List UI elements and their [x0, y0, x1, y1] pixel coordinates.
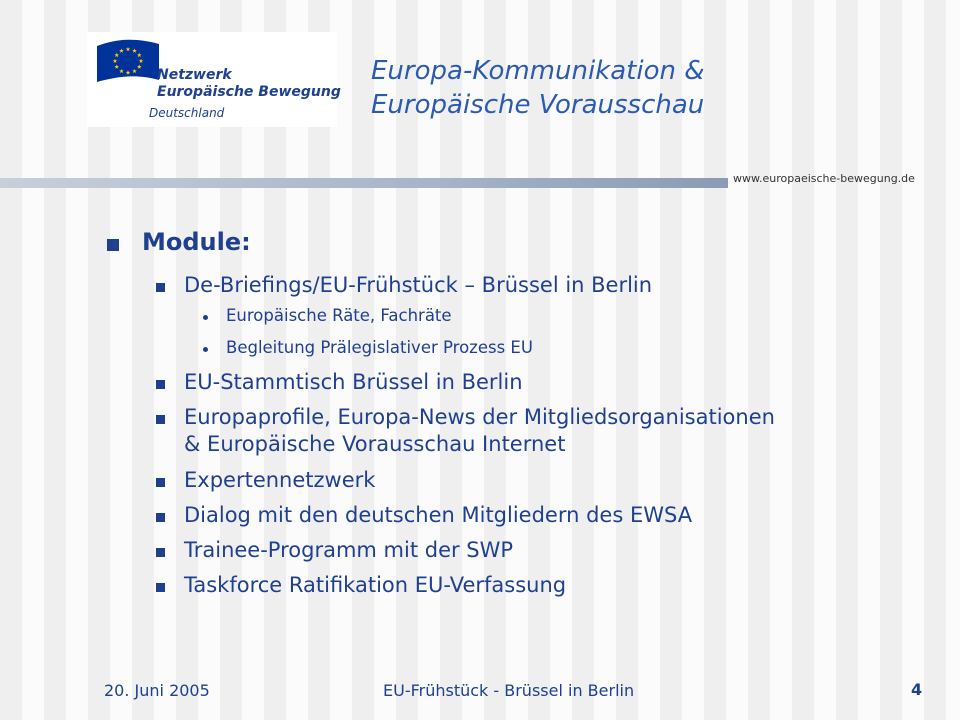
sub-list-item: Europäische Räte, Fachräte [226, 306, 452, 325]
square-bullet-icon [156, 478, 165, 487]
logo-text-movement: Europäische Bewegung [157, 84, 341, 100]
logo-text-network: Netzwerk [157, 67, 232, 83]
square-bullet-icon [156, 513, 165, 522]
square-bullet-icon [156, 583, 165, 592]
square-bullet-icon [107, 239, 119, 251]
list-item: Taskforce Ratifikation EU-Verfassung [184, 573, 567, 597]
list-item-continuation: & Europäische Vorausschau Internet [184, 432, 566, 456]
page-number: 4 [911, 680, 923, 699]
dot-bullet-icon [203, 315, 208, 320]
organization-logo [87, 32, 341, 127]
footer-event: EU-Frühstück - Brüssel in Berlin [383, 681, 635, 700]
square-bullet-icon [156, 380, 165, 389]
slide-title-line2: Europäische Vorausschau [371, 90, 705, 120]
list-item: Europaprofile, Europa-News der Mitgliedsorganisationen [184, 405, 775, 429]
square-bullet-icon [156, 548, 165, 557]
list-item: De-Briefings/EU-Frühstück – Brüssel in Berlin [184, 273, 653, 297]
footer-date: 20. Juni 2005 [104, 681, 210, 700]
header-divider [0, 178, 728, 188]
list-item: Dialog mit den deutschen Mitgliedern des EWSA [184, 503, 693, 527]
slide-title [371, 54, 931, 122]
list-item: Trainee-Programm mit der SWP [184, 538, 514, 562]
slide-title-line1: Europa-Kommunikation & [371, 56, 705, 86]
dot-bullet-icon [203, 347, 208, 352]
square-bullet-icon [156, 415, 165, 424]
list-item: EU-Stammtisch Brüssel in Berlin [184, 370, 523, 394]
square-bullet-icon [156, 283, 165, 292]
list-item: Expertennetzwerk [184, 468, 376, 492]
content-heading: Module: [142, 228, 251, 256]
eu-flag-icon [93, 36, 163, 86]
sub-list-item: Begleitung Prälegislativer Prozess EU [226, 338, 533, 357]
website-url: www.europaeische-bewegung.de [733, 172, 915, 185]
logo-text-country: Deutschland [149, 106, 225, 120]
